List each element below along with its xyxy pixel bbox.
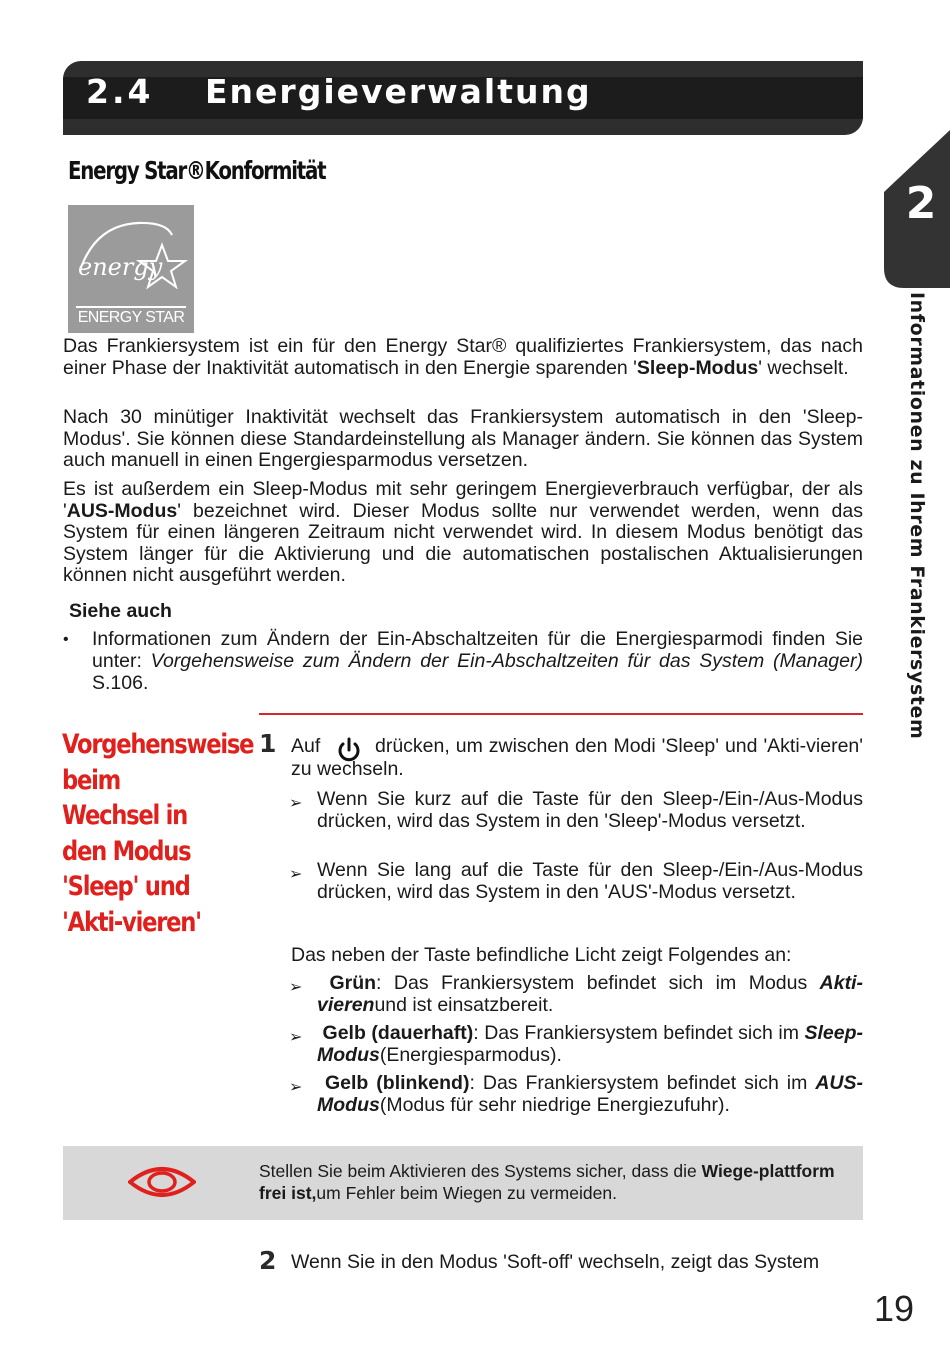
step-number-1: 1 bbox=[259, 729, 277, 758]
page-number: 19 bbox=[874, 1288, 915, 1329]
section-title: Energieverwaltung bbox=[205, 72, 592, 111]
section-number: 2.4 bbox=[86, 72, 154, 111]
paragraph-off-mode: Es ist außerdem ein Sleep-Modus mit sehr geringem Energieverbrauch verfügbar, der als 'AUS-Modus' bezeichnet wird. Dieser Modus sollte nur verwendet werden, wenn das System für einen längeren Zeitraum nicht verwendet wird. In diesem Modus benötigt das System länger für die Aktivierung und die automatischen postalischen Aktualisierungen können nicht ausgeführt werden. bbox=[63, 478, 863, 586]
see-also-heading: Siehe auch bbox=[69, 600, 172, 622]
light-green-item: Grün: Das Frankiersystem befindet sich im Modus Akti-vierenund ist einsatzbereit. bbox=[317, 972, 864, 1016]
chapter-side-title: Informationen zu Ihrem Frankiersystem bbox=[906, 292, 928, 740]
step-2-text: Wenn Sie in den Modus 'Soft-off' wechseln, zeigt das System bbox=[291, 1251, 820, 1273]
light-intro: Das neben der Taste befindliche Licht zeigt Folgendes an: bbox=[291, 944, 792, 966]
energy-script: energy bbox=[78, 253, 163, 281]
arrow-bullet-icon: ➢ bbox=[289, 795, 303, 812]
see-also-item: Informationen zum Ändern der Ein-Abschaltzeiten für die Energiesparmodi finden Sie unter: Vorgehensweise zum Ändern der Ein-Abschaltzeiten für das System (Manager) S.106. bbox=[92, 628, 863, 694]
arrow-bullet-icon: ➢ bbox=[289, 979, 303, 996]
section-divider bbox=[259, 713, 863, 715]
light-yellow-steady-item: Gelb (dauerhaft): Das Frankiersystem befindet sich im Sleep-Modus(Energiesparmodus). bbox=[317, 1022, 864, 1066]
step-1-bullet-short-press: Wenn Sie kurz auf die Taste für den Sleep-/Ein-/Aus-Modus drücken, wird das System in den 'Sleep'-Modus versetzt. bbox=[317, 788, 863, 832]
step-1-bullet-long-press: Wenn Sie lang auf die Taste für den Sleep-/Ein-/Aus-Modus drücken, wird das System in den 'AUS'-Modus versetzt. bbox=[317, 859, 863, 903]
paragraph-intro: Das Frankiersystem ist ein für den Energy Star® qualifiziertes Frankiersystem, das nach einer Phase der Inaktivität automatisch in den Energie sparenden 'Sleep-Modus' wechselt. bbox=[63, 335, 863, 379]
arrow-bullet-icon: ➢ bbox=[289, 866, 303, 883]
note-text: Stellen Sie beim Aktivieren des Systems sicher, dass die Wiege-plattform frei ist,um Fehler beim Wiegen zu vermeiden. bbox=[259, 1161, 835, 1203]
eye-icon bbox=[128, 1164, 196, 1200]
procedure-heading: Vorgehensweise beim Wechsel in den Modus 'Sleep' und 'Akti-vieren' bbox=[62, 729, 254, 938]
energy-star-label: ENERGY STAR bbox=[77, 309, 185, 326]
bullet-icon: • bbox=[63, 631, 69, 648]
subheading-energy-star: Energy Star®Konformität bbox=[68, 156, 326, 185]
cross-reference-link[interactable]: Vorgehensweise zum Ändern der Ein-Abschaltzeiten für das System (Manager) bbox=[150, 650, 863, 672]
arrow-bullet-icon: ➢ bbox=[289, 1079, 303, 1096]
step-1-text-a: Auf bbox=[291, 735, 321, 757]
paragraph-sleep-timeout: Nach 30 minütiger Inaktivität wechselt das Frankiersystem automatisch in den 'Sleep-Modus'. Sie können diese Standardeinstellung als Manager ändern. Sie können das System auch manuell in einen Engergiesparmodus versetzen. bbox=[63, 406, 863, 471]
step-1-text: drücken, um zwischen den Modi 'Sleep' und 'Akti-vieren' zu wechseln. bbox=[291, 735, 863, 780]
chapter-number: 2 bbox=[905, 178, 937, 229]
step-number-2: 2 bbox=[259, 1246, 277, 1275]
light-yellow-blinking-item: Gelb (blinkend): Das Frankiersystem befindet sich im AUS-Modus(Modus für sehr niedrige Energiezufuhr). bbox=[317, 1072, 863, 1116]
arrow-bullet-icon: ➢ bbox=[289, 1029, 303, 1046]
